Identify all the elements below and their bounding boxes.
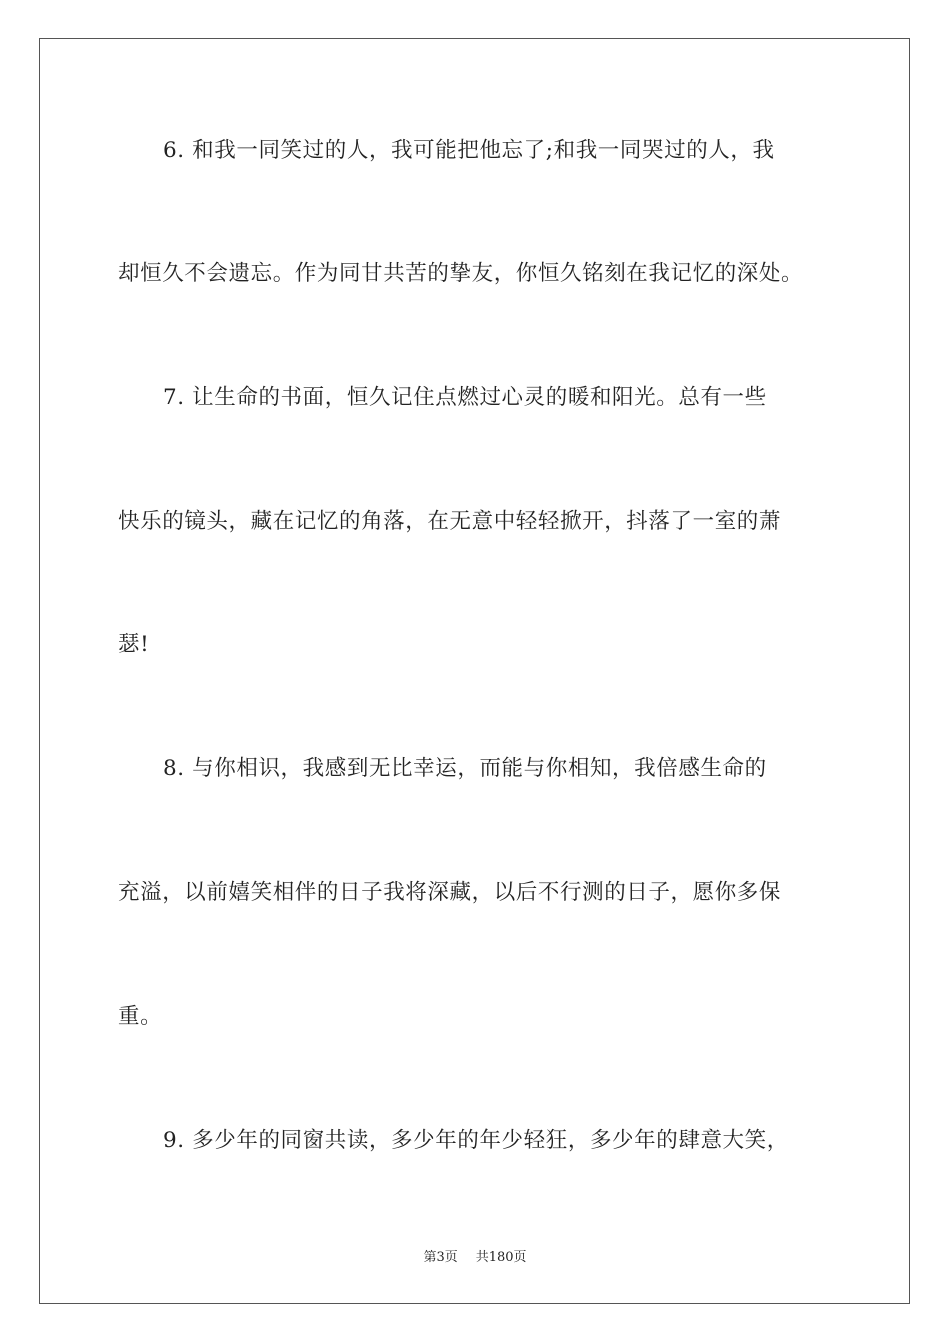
paragraph-9-line-1: 9. 多少年的同窗共读，多少年的年少轻狂，多少年的肆意大笑，: [163, 1128, 789, 1153]
paragraph-6-line-2: 却恒久不会遗忘。作为同甘共苦的挚友，你恒久铭刻在我记忆的深处。: [118, 261, 804, 286]
paragraph-8-line-3: 重。: [118, 1004, 163, 1029]
page-footer: [0, 1249, 950, 1267]
paragraph-7-line-3: 瑟!: [118, 632, 150, 657]
paragraph-8-line-1: 8. 与你相识，我感到无比幸运，而能与你相知，我倍感生命的: [163, 756, 767, 781]
page-number: 第3页: [423, 1250, 458, 1265]
paragraph-7-line-2: 快乐的镜头，藏在记忆的角落，在无意中轻轻掀开，抖落了一室的萧: [118, 509, 782, 534]
total-pages: 共180页: [475, 1250, 527, 1265]
page-border: [39, 38, 910, 1304]
paragraph-8-line-2: 充溢，以前嬉笑相伴的日子我将深藏，以后不行测的日子，愿你多保: [118, 880, 782, 905]
paragraph-6-line-1: 6. 和我一同笑过的人，我可能把他忘了;和我一同哭过的人，我: [163, 138, 775, 163]
paragraph-7-line-1: 7. 让生命的书面，恒久记住点燃过心灵的暖和阳光。总有一些: [163, 385, 767, 410]
